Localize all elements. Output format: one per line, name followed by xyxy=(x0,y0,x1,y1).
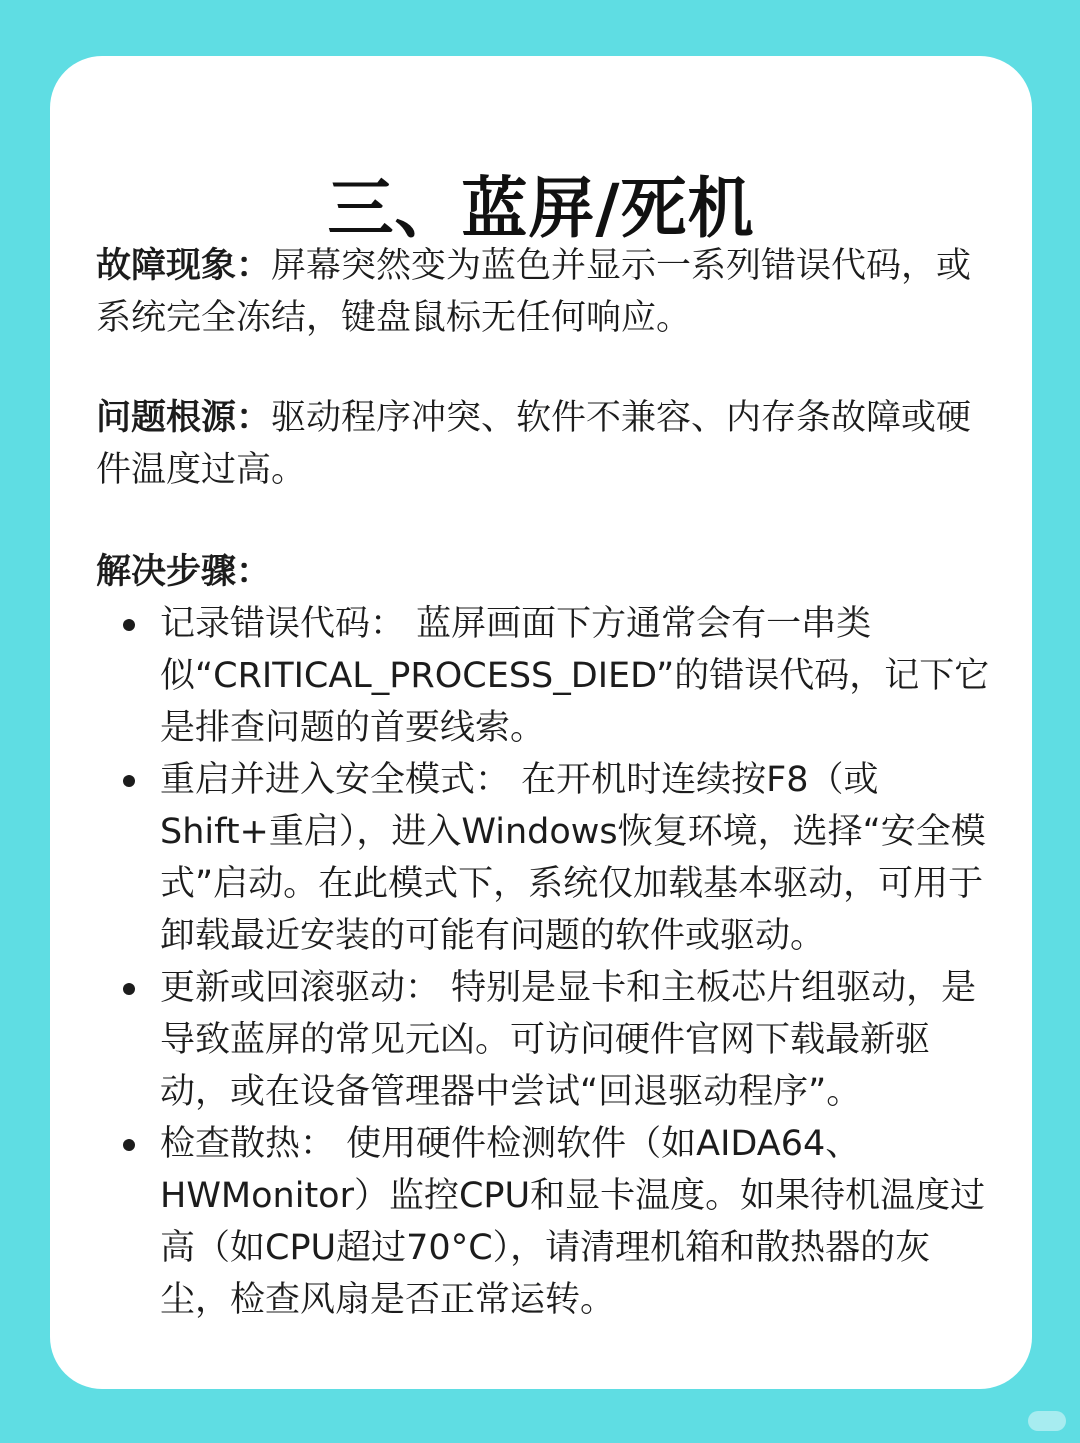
step-label: 更新或回滚驱动： xyxy=(160,968,441,1008)
bullet-icon xyxy=(123,983,135,995)
page-title: 三、蓝屏/死机 xyxy=(327,170,755,247)
step-text: 在开机时连续按F8（或Shift+重启），进入Windows恢复环境，选择“安全模式”启动。在此模式下，系统仅加载基本驱动，可用于卸载最近安装的可能有问题的软件或驱动。 xyxy=(160,760,986,956)
symptom-section xyxy=(96,240,986,344)
step-label: 记录错误代码： xyxy=(160,604,406,644)
list-item xyxy=(160,962,990,1118)
list-item xyxy=(160,754,990,962)
cause-section xyxy=(96,392,986,496)
watermark-badge xyxy=(1028,1411,1066,1431)
step-text: 特别是显卡和主板芯片组驱动，是导致蓝屏的常见元凶。可访问硬件官网下载最新驱动，或在设备管理器中尝试“回退驱动程序”。 xyxy=(160,968,977,1112)
cause-text: 驱动程序冲突、软件不兼容、内存条故障或硬件温度过高。 xyxy=(96,398,972,490)
list-item xyxy=(160,598,990,754)
step-text: 使用硬件检测软件（如AIDA64、HWMonitor）监控CPU和显卡温度。如果待机温度过高（如CPU超过70°C），请清理机箱和散热器的灰尘，检查风扇是否正常运转。 xyxy=(160,1124,986,1320)
bullet-icon xyxy=(123,1139,135,1151)
content-card xyxy=(50,56,1032,1389)
steps-heading: 解决步骤： xyxy=(96,552,272,592)
step-text: 蓝屏画面下方通常会有一串类似“CRITICAL_PROCESS_DIED”的错误代码，记下它是排查问题的首要线索。 xyxy=(160,604,990,748)
bullet-icon xyxy=(123,619,135,631)
symptom-label: 故障现象： xyxy=(96,246,272,286)
list-item xyxy=(160,1118,990,1326)
step-label: 重启并进入安全模式： xyxy=(160,760,511,800)
symptom-text: 屏幕突然变为蓝色并显示一系列错误代码，或系统完全冻结，键盘鼠标无任何响应。 xyxy=(96,246,972,338)
steps-list xyxy=(160,598,990,1326)
bullet-icon xyxy=(123,775,135,787)
cause-label: 问题根源： xyxy=(96,398,272,438)
step-label: 检查散热： xyxy=(160,1124,336,1164)
